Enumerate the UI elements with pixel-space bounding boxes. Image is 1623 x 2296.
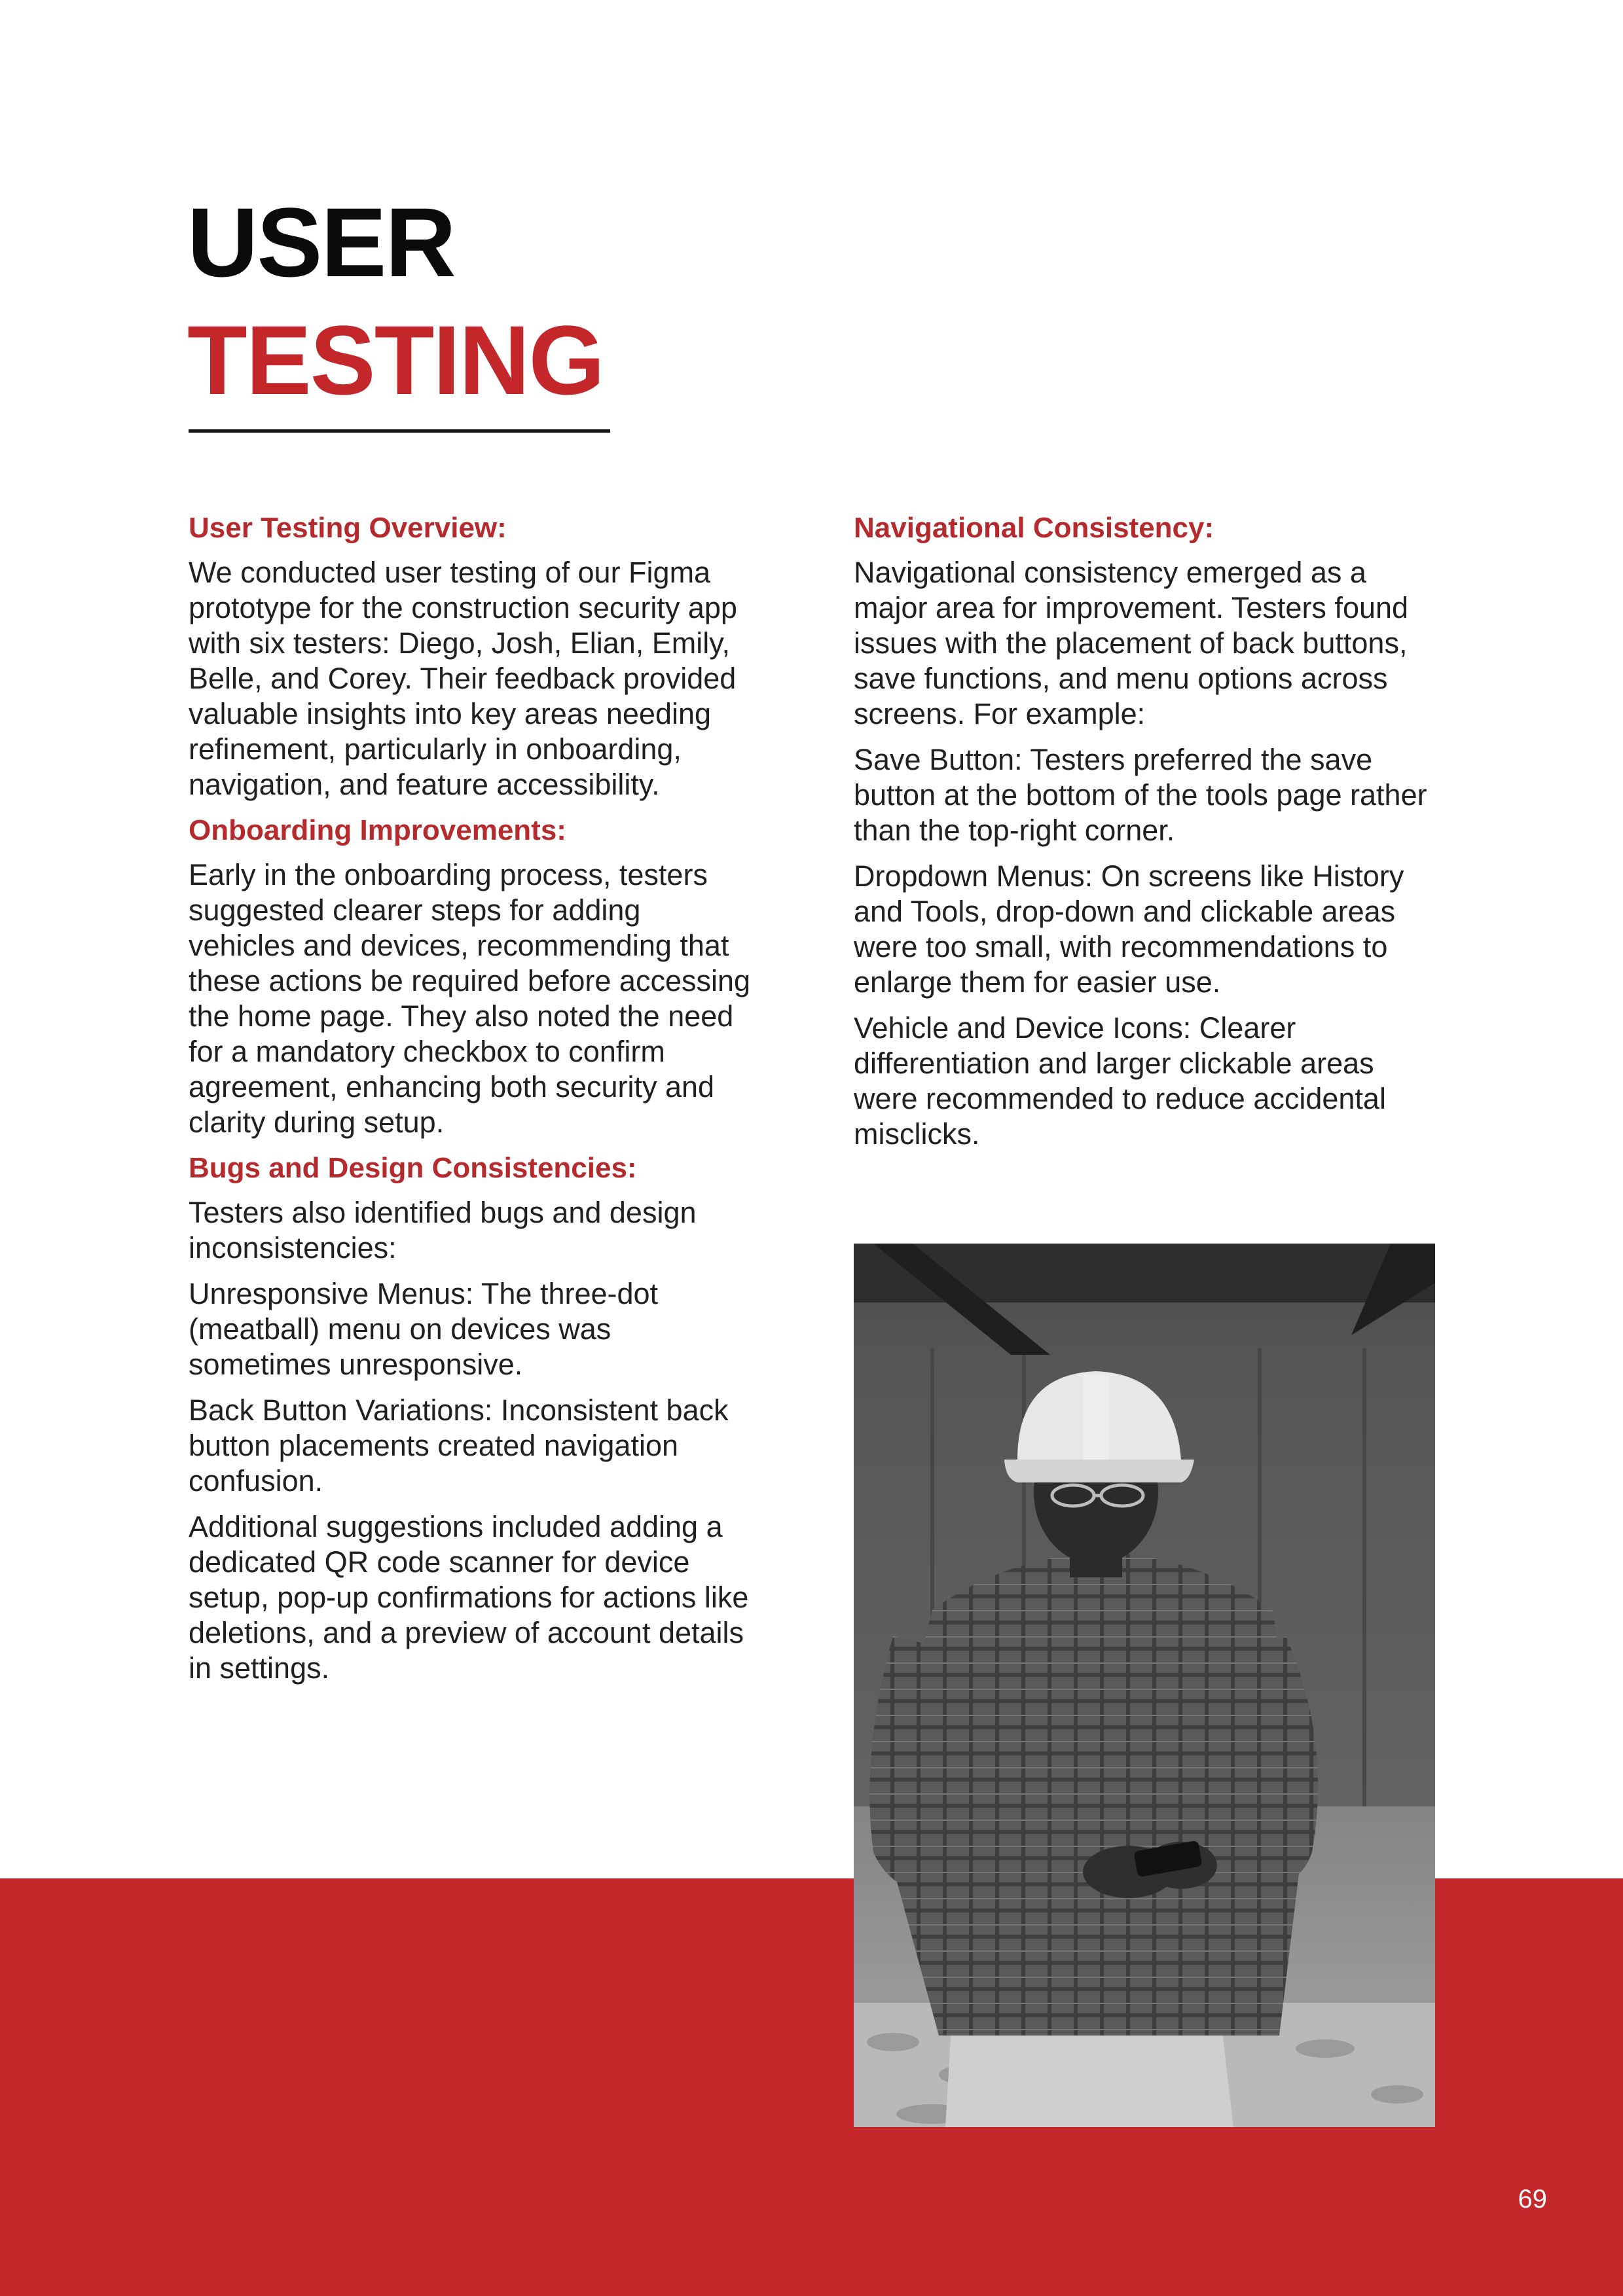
worker-photo xyxy=(854,1244,1435,2127)
section-heading-onboarding: Onboarding Improvements: xyxy=(189,814,566,846)
right-column xyxy=(854,511,1443,1162)
page-number: 69 xyxy=(1518,2185,1547,2214)
section-heading-bugs: Bugs and Design Consistencies: xyxy=(189,1152,637,1184)
paragraph-unresponsive-menus: Unresponsive Menus: The three-dot (meatball) menu on devices was sometimes unresponsive. xyxy=(189,1277,659,1381)
paragraph-additional-suggestions: Additional suggestions included adding a dedicated QR code scanner for device setup, pop-up confirmations for actions like deletions, and a preview of account details in settings. xyxy=(189,1510,749,1685)
paragraph-save-button: Save Button: Testers preferred the save button at the bottom of the tools page rather than the top-right corner. xyxy=(854,743,1427,847)
paragraph-bugs-intro: Testers also identified bugs and design inconsistencies: xyxy=(189,1196,697,1265)
paragraph-navigational-intro: Navigational consistency emerged as a major area for improvement. Testers found issues with the placement of back buttons, save functions, and menu options across screens. For example: xyxy=(854,556,1409,730)
title-line-testing: TESTING xyxy=(187,305,604,415)
paragraph-vehicle-icons: Vehicle and Device Icons: Clearer differentiation and larger clickable areas were recommended to reduce accidental misclicks. xyxy=(854,1011,1386,1151)
paragraph-onboarding: Early in the onboarding process, testers suggested clearer steps for adding vehicles and devices, recommending that these actions be required before accessing the home page. They also noted the need for a mandatory checkbox to confirm agreement, enhancing both security and clarity during setup. xyxy=(189,858,751,1139)
section-heading-user-testing-overview: User Testing Overview: xyxy=(189,512,507,544)
paragraph-overview: We conducted user testing of our Figma prototype for the construction security app with six testers: Diego, Josh, Elian, Emily, Belle, and Corey. Their feedback provided valuable insights into key areas needing refinement, particularly in onboarding, navigation, and feature accessibility. xyxy=(189,556,737,801)
title-line-user: USER xyxy=(187,187,455,297)
title-underline xyxy=(189,429,610,433)
paragraph-dropdown-menus: Dropdown Menus: On screens like History and Tools, drop-down and clickable areas were too small, with recommendations to enlarge them for easier use. xyxy=(854,859,1404,999)
page-title xyxy=(187,183,604,419)
left-column xyxy=(189,511,752,1696)
section-heading-navigational: Navigational Consistency: xyxy=(854,512,1214,544)
paragraph-back-button: Back Button Variations: Inconsistent back button placements created navigation confusion. xyxy=(189,1393,729,1498)
